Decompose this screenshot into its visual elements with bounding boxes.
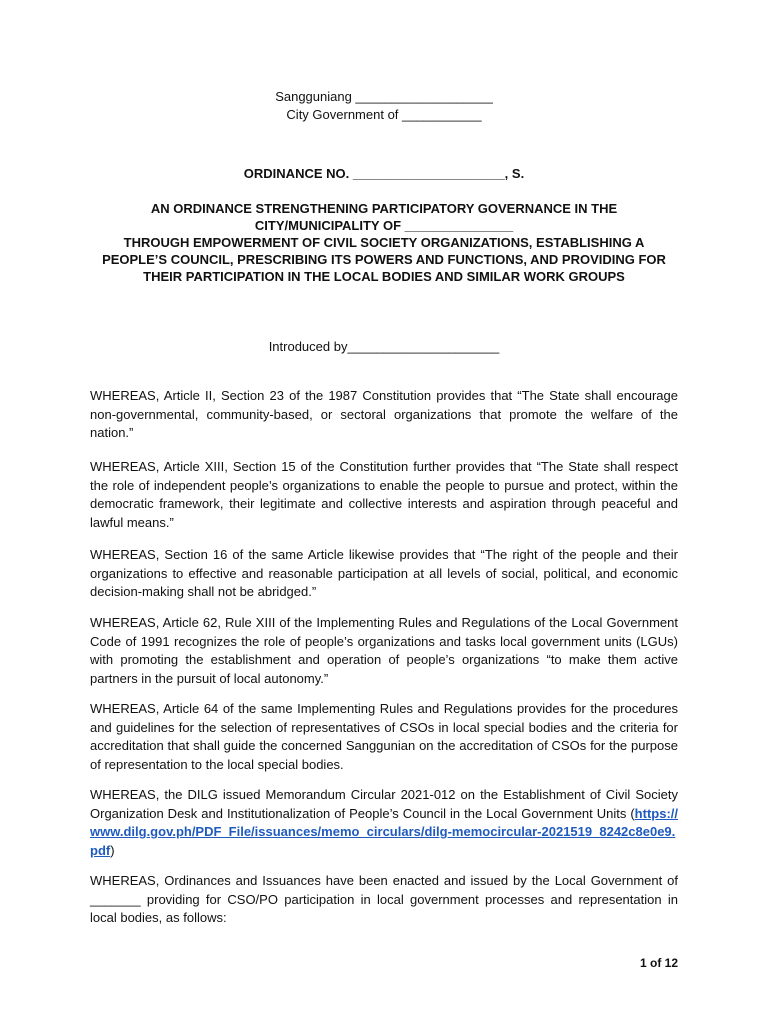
page-number: 1 of 12	[639, 956, 678, 970]
whereas-paragraph-2: WHEREAS, Article XIII, Section 15 of the Constitution further provides that “The State shall respect the role of independent people’s organizations to enable the people to pursue and protect, within the democratic framework, their legitimate and collective interests and aspiration through peaceful and lawful means.”	[90, 459, 678, 530]
whereas-paragraph-3: WHEREAS, Section 16 of the same Article likewise provides that “The right of the people and their organizations to effective and reasonable participation at all levels of social, political, and economic decision-making shall not be abridged.”	[90, 547, 678, 599]
ordinance-number: ORDINANCE NO. _____________________, S.	[243, 166, 525, 181]
dilg-text-before: WHEREAS, the DILG issued Memorandum Circular 2021-012 on the Establishment of Civil Society Organization Desk and Institutionalization of People’s Council in the Local Government Units (	[90, 787, 678, 821]
title-line-3: THROUGH EMPOWERMENT OF CIVIL SOCIETY ORGANIZATIONS, ESTABLISHING A	[123, 235, 645, 250]
city-government-line: City Government of ___________	[286, 107, 482, 122]
sanggunian-line: Sangguniang ___________________	[275, 89, 493, 104]
title-line-2: CITY/MUNICIPALITY OF _______________	[254, 218, 514, 233]
title-line-1: AN ORDINANCE STRENGTHENING PARTICIPATORY GOVERNANCE IN THE	[150, 201, 618, 216]
title-line-5: THEIR PARTICIPATION IN THE LOCAL BODIES AND SIMILAR WORK GROUPS	[143, 269, 625, 284]
whereas-paragraph-4: WHEREAS, Article 62, Rule XIII of the Implementing Rules and Regulations of the Local Government Code of 1991 recognizes the role of people’s organizations and tasks local government units (LGUs) with promoting the establishment and operation of people’s organizations “to make them active partners in the pursuit of local autonomy.”	[90, 615, 678, 686]
whereas-paragraph-last: WHEREAS, Ordinances and Issuances have been enacted and issued by the Local Government of _______ providing for CSO/PO participation in local government processes and representation in local bodies, as follows:	[90, 873, 678, 925]
whereas-paragraph-5: WHEREAS, Article 64 of the same Implementing Rules and Regulations provides for the procedures and guidelines for the selection of representatives of CSOs in local special bodies and the criteria for accreditation that shall guide the concerned Sanggunian on the accreditation of CSOs for the purpose of representation to the local special bodies.	[90, 701, 678, 772]
dilg-memo-circular-link[interactable]: https://www.dilg.gov.ph/PDF_File/issuances/memo_circulars/dilg-memocircular-2021519_8242c8e0e9.pdf	[90, 805, 678, 858]
title-line-4: PEOPLE’S COUNCIL, PRESCRIBING ITS POWERS AND FUNCTIONS, AND PROVIDING FOR	[102, 252, 666, 267]
whereas-paragraph-1: WHEREAS, Article II, Section 23 of the 1987 Constitution provides that “The State shall encourage non-governmental, community-based, or sectoral organizations that promote the welfare of the nation.”	[90, 388, 678, 440]
whereas-paragraph-dilg	[90, 786, 678, 860]
introduced-by: Introduced by_____________________	[268, 339, 500, 354]
dilg-text-after: )	[110, 842, 115, 858]
